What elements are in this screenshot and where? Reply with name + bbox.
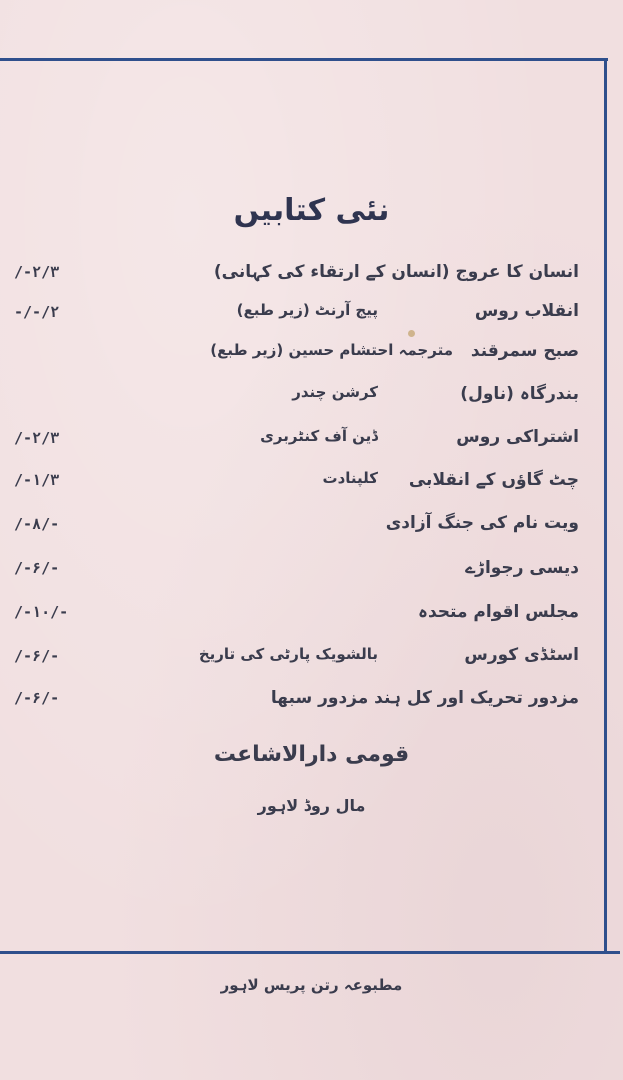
book-price: /-۶/-	[14, 647, 60, 665]
book-title: اسٹڈی کورس	[464, 645, 579, 665]
book-price: /-۲/۳	[14, 263, 60, 281]
book-row	[0, 255, 623, 295]
book-row	[0, 421, 623, 461]
book-title: انسان کا عروج (انسان کے ارتقاء کی کہانی)	[213, 262, 579, 282]
book-author: بالشویک پارٹی کی تاریخ	[198, 645, 378, 663]
book-price: /-۲/۳	[14, 429, 60, 447]
book-title: صبح سمرقند	[470, 341, 579, 361]
book-title: اشتراکی روس	[456, 427, 579, 447]
book-title: چٹ گاؤں کے انقلابی	[408, 470, 579, 490]
book-price: /-۸/-	[14, 515, 60, 533]
top-rule	[0, 58, 608, 61]
book-row	[0, 377, 623, 417]
book-price: /-۶/-	[14, 689, 60, 707]
book-author: پیج آرنٹ (زیر طبع)	[236, 301, 378, 319]
book-author: ڈین آف کنٹربری	[260, 427, 378, 445]
book-row	[0, 335, 623, 375]
book-row	[0, 463, 623, 503]
book-author: کرشن چندر	[292, 383, 378, 401]
book-title: دیسی رجواڑے	[465, 558, 579, 578]
book-price: /-۱/۳	[14, 471, 60, 489]
book-author: مترجمہ احتشام حسین (زیر طبع)	[210, 341, 453, 359]
book-author: کلپنادت	[322, 469, 378, 487]
bottom-rule	[0, 951, 620, 954]
book-row	[0, 551, 623, 591]
book-row	[0, 507, 623, 547]
book-title: انقلاب روس	[474, 301, 579, 321]
book-price: /-۱۰/-	[14, 603, 69, 621]
book-row	[0, 639, 623, 679]
book-price: /-۶/-	[14, 559, 60, 577]
book-price: -/-/۲	[14, 303, 60, 321]
book-row	[0, 595, 623, 635]
right-rule	[604, 58, 607, 951]
book-row	[0, 295, 623, 335]
book-title: مزدور تحریک اور کل ہند مزدور سبھا	[270, 688, 579, 708]
book-title: مجلس اقوام متحدہ	[418, 602, 579, 622]
book-title: بندرگاہ (ناول)	[460, 384, 579, 404]
publisher-name: قومی دارالاشاعت	[213, 742, 410, 767]
page-title: نئی کتابیں	[233, 193, 390, 228]
book-title: ویت نام کی جنگ آزادی	[385, 513, 579, 533]
book-row	[0, 681, 623, 721]
printer-line: مطبوعہ رتن پریس لاہور	[220, 976, 403, 994]
publisher-address: مال روڈ لاہور	[257, 796, 366, 815]
